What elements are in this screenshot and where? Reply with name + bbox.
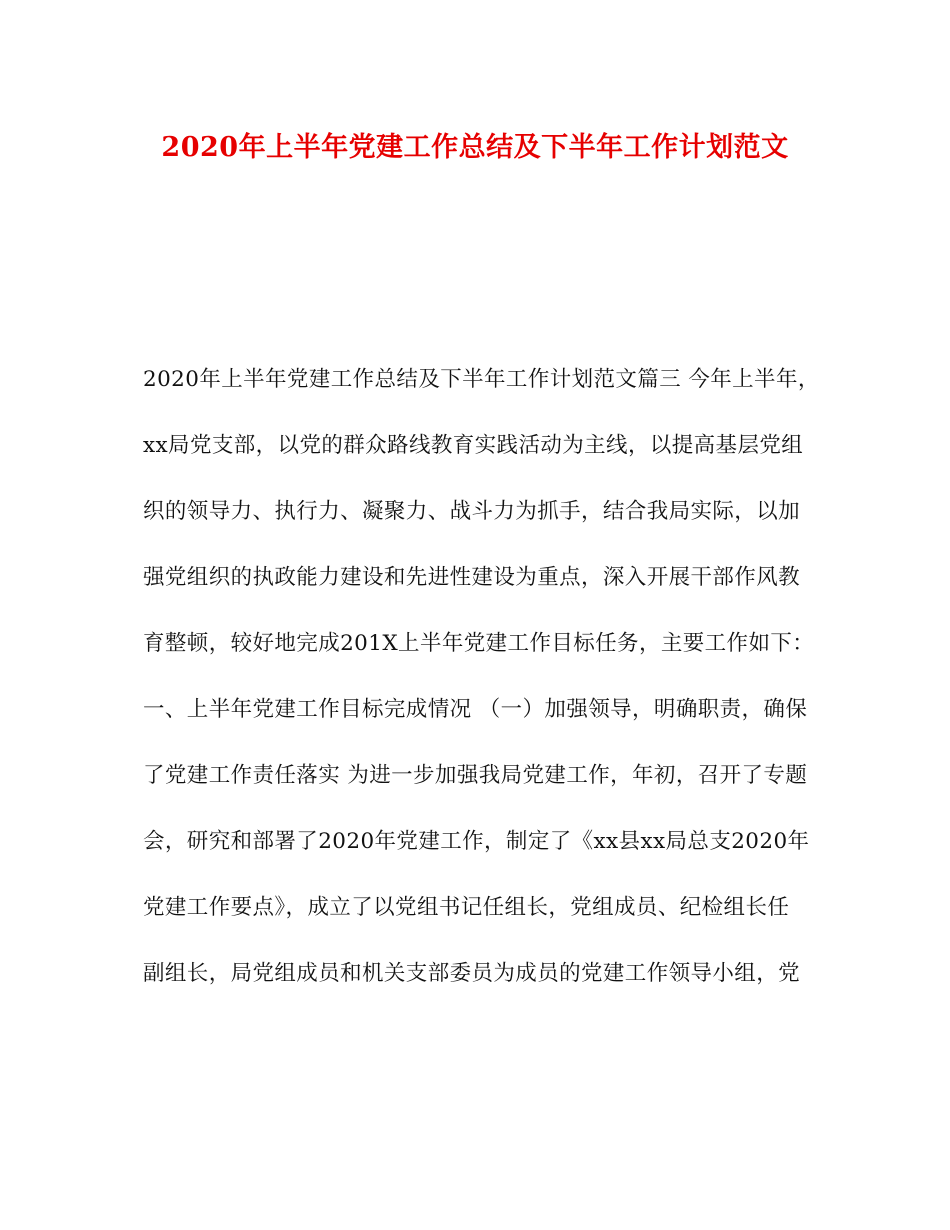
- body-line-3: 织的领导力、执行力、凝聚力、战斗力为抓手，结合我局实际，以加: [143, 499, 801, 524]
- document-title: 2020年上半年党建工作总结及下半年工作计划范文: [161, 132, 789, 163]
- body-line-4: 强党组织的执政能力建设和先进性建设为重点，深入开展干部作风教: [143, 565, 801, 590]
- body-line-5: 育整顿，较好地完成201X上半年党建工作目标任务，主要工作如下：: [143, 631, 815, 656]
- body-line-7: 了党建工作责任落实 为进一步加强我局党建工作，年初，召开了专题: [143, 763, 808, 788]
- body-line-2: xx局党支部，以党的群众路线教育实践活动为主线，以提高基层党组: [143, 433, 804, 458]
- body-line-6: 一、上半年党建工作目标完成情况 （一）加强领导，明确职责，确保: [143, 697, 808, 722]
- document-body: [143, 360, 820, 1020]
- body-line-9: 党建工作要点》，成立了以党组书记任组长，党组成员、纪检组长任: [143, 895, 790, 920]
- body-line-10: 副组长，局党组成员和机关支部委员为成员的党建工作领导小组，党: [143, 961, 801, 986]
- body-line-1: 2020年上半年党建工作总结及下半年工作计划范文篇三 今年上半年，: [143, 367, 820, 392]
- body-line-8: 会，研究和部署了2020年党建工作，制定了《xx县xx局总支2020年: [143, 829, 810, 854]
